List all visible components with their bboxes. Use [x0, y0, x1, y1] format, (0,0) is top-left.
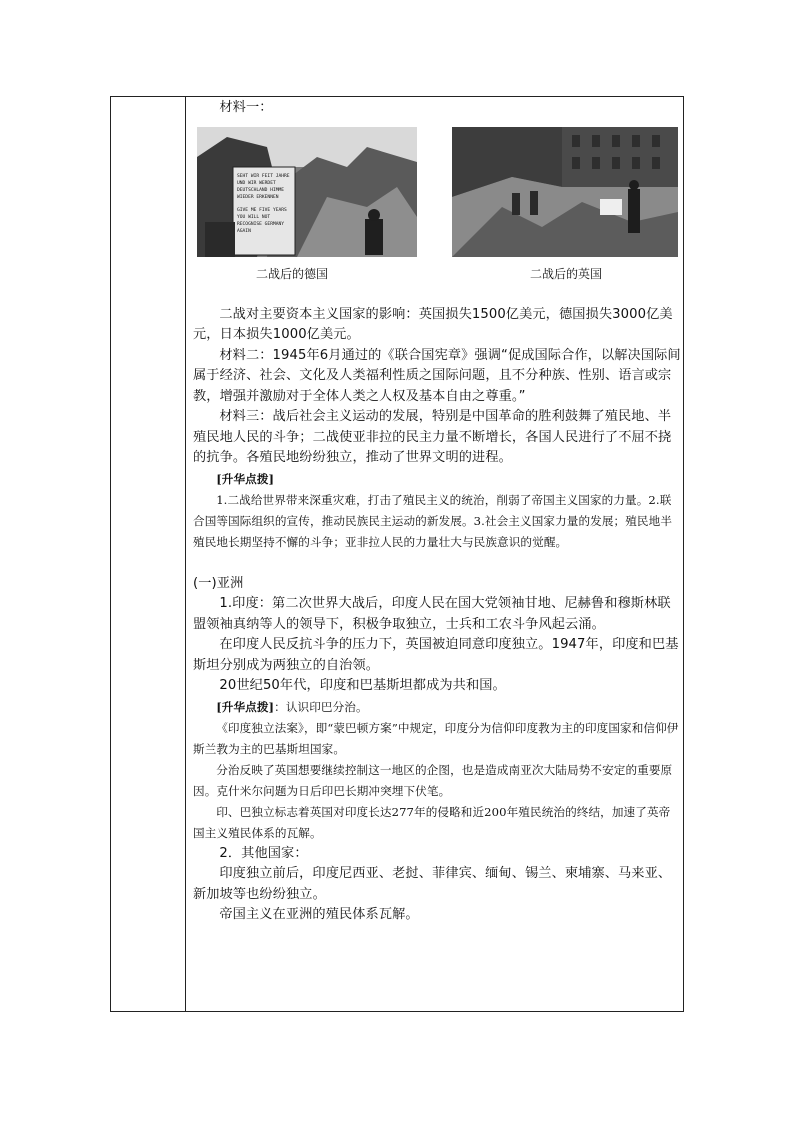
paragraph-collapse: 帝国主义在亚洲的殖民体系瓦解。 — [219, 907, 419, 922]
sign-line-2: UND WIR WERDET — [237, 180, 276, 186]
sign-line-3: DEUTSCHLAND HIMME — [237, 187, 285, 193]
sublimation2-title: [升华点拨] — [216, 699, 275, 714]
sublimation2-header — [193, 697, 681, 718]
paragraph-india-1: 1.印度：第二次世界大战后，印度人民在国大党领袖甘地、尼赫鲁和穆斯林联盟领袖真纳等人的领导下，积极争取独立，士兵和工农斗争风起云涌。 — [193, 596, 671, 632]
paragraph-material2: 材料二：1945年6月通过的《联合国宪章》强调“促成国际合作，以解决国际间属于经济、社会、文化及人类福利性质之国际问题，且不分种族、性别、语言或宗教，增强并激励对于全体人类之人权及基本自由之尊重。” — [193, 347, 681, 404]
sublimation-text: 1.二战给世界带来深重灾难，打击了殖民主义的统治，削弱了帝国主义国家的力量。2.联合国等国际组织的宣传，推动民族民主运动的新发展。3.社会主义国家力量的发展；殖民地半殖民地长期坚持不懈的斗争；亚非拉人民的力量壮大与民族意识的觉醒。 — [193, 492, 673, 549]
sign-line-1: SEHT WIR FEIT JAHRE — [237, 173, 290, 179]
content-cell — [193, 97, 681, 926]
column-divider — [185, 97, 186, 1011]
paragraph-other-countries-title: 2．其他国家： — [219, 845, 308, 861]
paragraph-impact: 二战对主要资本主义国家的影响：英国损失1500亿美元，德国损失3000亿美元，日本损失1000亿美元。 — [193, 306, 673, 342]
photo-row — [193, 127, 681, 305]
paragraph-other-countries: 印度独立前后，印度尼西亚、老挝、菲律宾、缅甸、锡兰、柬埔寨、马来亚、新加坡等也纷纷独立。 — [193, 866, 672, 902]
sign-line-4: WIEDER ERKENNEN — [237, 194, 279, 200]
sign-line-5: GIVE ME FIVE YEARS — [237, 207, 287, 213]
britain-ruins-photo — [452, 127, 678, 257]
sublimation2-subtitle: ：认识印巴分治。 — [274, 699, 368, 714]
material1-label: 材料一： — [219, 100, 273, 115]
sublimation2-paragraph-2: 分治反映了英国想要继续控制这一地区的企图，也是造成南亚次大陆局势不安定的重要原因。克什米尔问题为日后印巴长期冲突埋下伏笔。 — [193, 762, 673, 798]
germany-ruins-photo — [197, 127, 417, 257]
sublimation2-paragraph-1: 《印度独立法案》，即“蒙巴顿方案”中规定，印度分为信仰印度教为主的印度国家和信仰伊斯兰教为主的巴基斯坦国家。 — [193, 720, 679, 756]
sign-line-8: AGAIN — [237, 228, 251, 234]
paragraph-material3: 材料三：战后社会主义运动的发展，特别是中国革命的胜利鼓舞了殖民地、半殖民地人民的斗争；二战使亚非拉的民主力量不断增长，各国人民进行了不屈不挠的抗争。各殖民地纷纷独立，推动了世界文明的进程。 — [193, 409, 672, 465]
britain-photo-caption: 二战后的英国 — [530, 266, 603, 281]
lesson-table — [110, 96, 684, 1012]
sign-line-7: RECOGNISE GERMANY — [237, 221, 285, 227]
sign-line-6: YOU WILL NOT — [237, 214, 271, 220]
paragraph-india-3: 20世纪50年代，印度和巴基斯坦都成为共和国。 — [219, 678, 506, 693]
section-title-asia: (一)亚洲 — [193, 575, 244, 591]
sublimation-block — [193, 469, 681, 490]
germany-photo-caption: 二战后的德国 — [256, 266, 329, 281]
paragraph-india-2: 在印度人民反抗斗争的压力下，英国被迫同意印度独立。1947年，印度和巴基斯坦分别成为两独立的自治领。 — [193, 637, 679, 673]
sublimation-title: [升华点拨] — [216, 471, 275, 486]
sublimation2-paragraph-3: 印、巴独立标志着英国对印度长达277年的侵略和近200年殖民统治的终结，加速了英帝国主义殖民体系的瓦解。 — [193, 804, 671, 840]
